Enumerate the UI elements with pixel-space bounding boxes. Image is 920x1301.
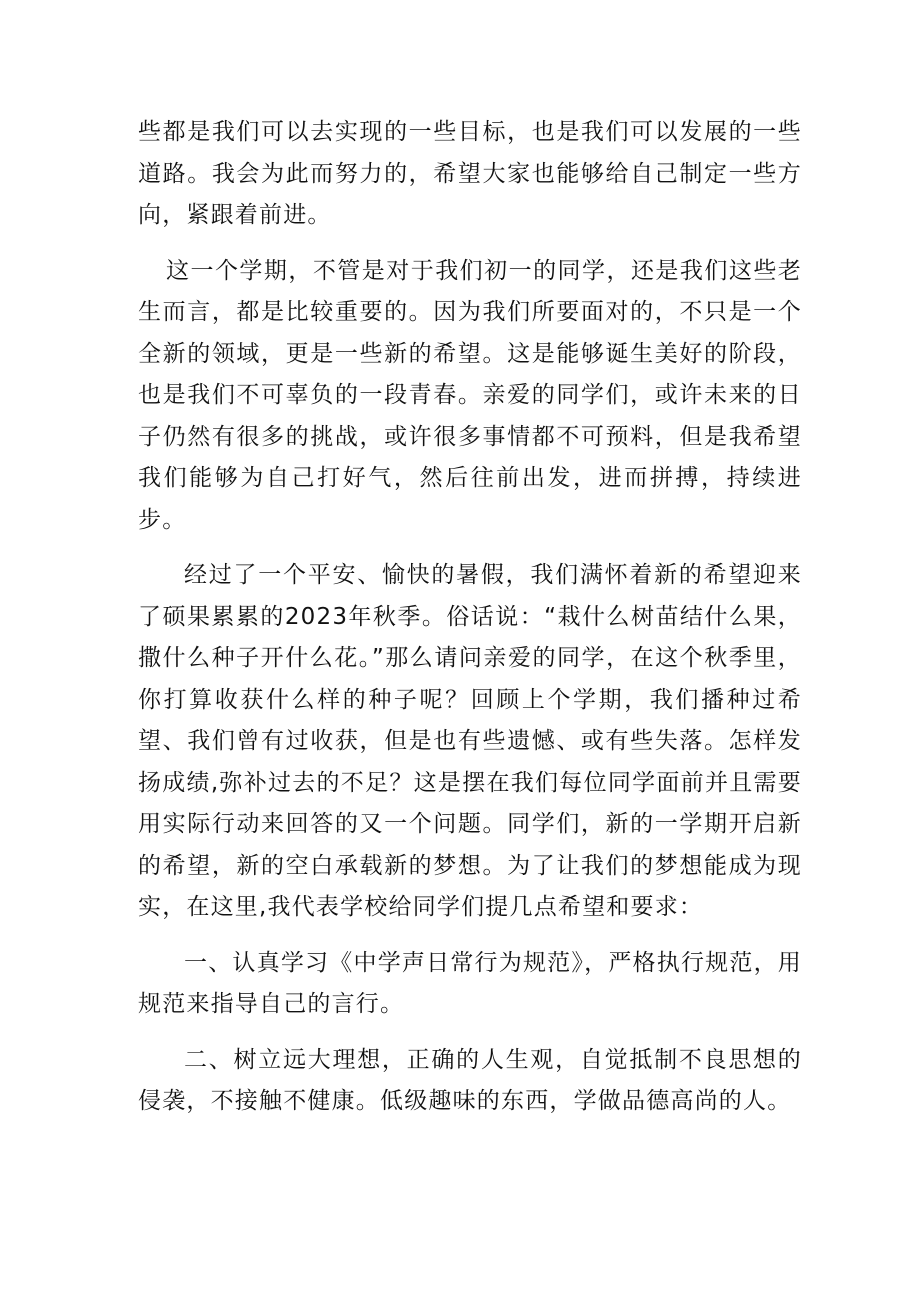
paragraph-2: 这一个学期，不管是对于我们初一的同学，还是我们这些老生而言，都是比较重要的。因为我们所要面对的，不只是一个全新的领域，更是一些新的希望。这是能够诞生美好的阶段，也是我们不可辜负的一段青春。亲爱的同学们，或许未来的日子仍然有很多的挑战，或许很多事情都不可预料，但是我希望我们能够为自己打好气，然后往前出发，进而拼搏，持续进步。 <box>138 257 802 533</box>
paragraph-1: 些都是我们可以去实现的一些目标，也是我们可以发展的一些道路。我会为此而努力的，希望大家也能够给自己制定一些方向，紧跟着前进。 <box>138 119 802 228</box>
paragraph-3: 经过了一个平安、愉快的暑假，我们满怀着新的希望迎来了硕果累累的2023年秋季。俗话说：“栽什么树苗结什么果，撒什么种子开什么花。”那么请问亲爱的同学，在这个秋季里，你打算收获什么样的种子呢？回顾上个学期，我们播种过希望、我们曾有过收获，但是也有些遗憾、或有些失落。怎样发扬成绩,弥补过去的不足？这是摆在我们每位同学面前并且需要用实际行动来回答的又一个问题。同学们，新的一学期开启新的希望，新的空白承载新的梦想。为了让我们的梦想能成为现实，在这里,我代表学校给同学们提几点希望和要求： <box>138 562 802 920</box>
paragraph-4: 一、认真学习《中学声日常行为规范》，严格执行规范，用规范来指导自己的言行。 <box>138 949 802 1017</box>
paragraph-5: 二、树立远大理想，正确的人生观，自觉抵制不良思想的侵袭，不接触不健康。低级趣味的东西，学做品德高尚的人。 <box>138 1046 802 1114</box>
document-page <box>138 112 802 1137</box>
